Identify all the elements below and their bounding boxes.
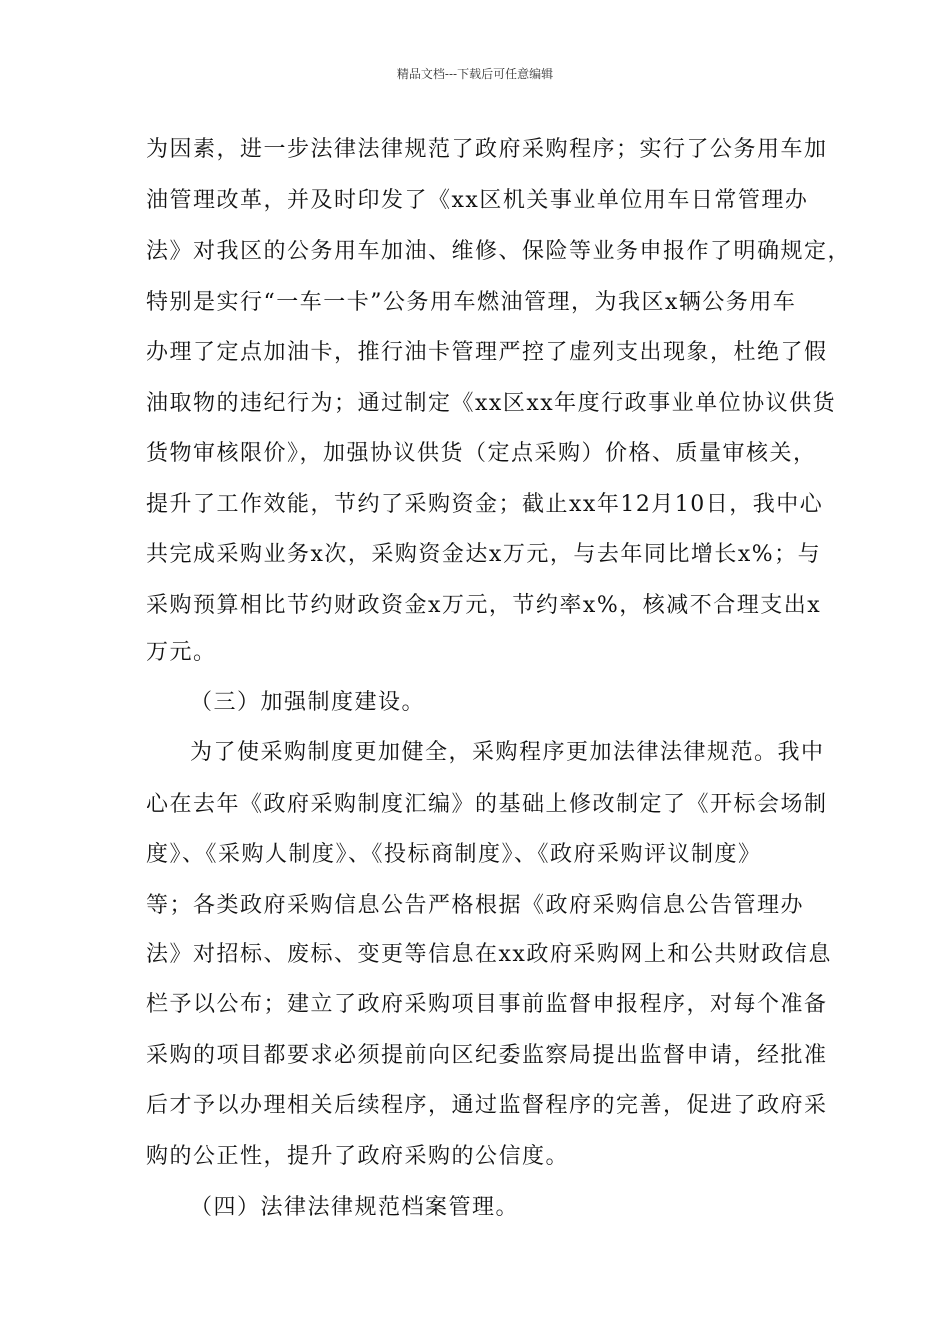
paragraph-line: 办理了定点加油卡，推行油卡管理严控了虚列支出现象，杜绝了假 [146,340,828,365]
paragraph-line: 采购的项目都要求必须提前向区纪委监察局提出监督申请，经批准 [146,1043,828,1068]
paragraph-line: 栏予以公布；建立了政府采购项目事前监督申报程序，对每个准备 [146,992,828,1017]
paragraph-line: 购的公正性，提升了政府采购的公信度。 [146,1144,570,1169]
paragraph-line: 等；各类政府采购信息公告严格根据《政府采购信息公告管理办 [146,893,805,918]
paragraph-line: 油管理改革，并及时印发了《xx区机关事业单位用车日常管理办 [146,188,809,213]
paragraph-line: 度》、《采购人制度》、《投标商制度》、《政府采购评议制度》 [146,842,762,867]
paragraph-line: 万元。 [146,640,217,665]
paragraph-line: 法》对我区的公务用车加油、维修、保险等业务申报作了明确规定， [146,239,852,264]
paragraph-line: 为了使采购制度更加健全，采购程序更加法律法律规范。我中 [190,740,825,765]
paragraph-line: 心在去年《政府采购制度汇编》的基础上修改制定了《开标会场制 [146,792,828,817]
paragraph-line: 为因素，进一步法律法律规范了政府采购程序；实行了公务用车加 [146,137,828,162]
paragraph-line: 法》对招标、废标、变更等信息在xx政府采购网上和公共财政信息 [146,942,832,967]
paragraph-line: 提升了工作效能，节约了采购资金；截止xx年12月10日，我中心 [146,492,824,517]
section-heading: （四）法律法律规范档案管理。 [190,1195,520,1220]
paragraph-line: 后才予以办理相关后续程序，通过监督程序的完善，促进了政府采 [146,1093,828,1118]
page-header: 精品文档---下载后可任意编辑 [396,67,554,81]
section-heading: （三）加强制度建设。 [190,690,426,715]
paragraph-line: 特别是实行“一车一卡”公务用车燃油管理，为我区x辆公务用车 [146,290,797,315]
paragraph-line: 共完成采购业务x次，采购资金达x万元，与去年同比增长x%；与 [146,542,822,567]
paragraph-line: 货物审核限价》，加强协议供货（定点采购）价格、质量审核关， [146,441,817,466]
paragraph-line: 油取物的违纪行为；通过制定《xx区xx年度行政事业单位协议供货 [146,391,837,416]
paragraph-line: 采购预算相比节约财政资金x万元，节约率x%，核减不合理支出x [146,593,822,618]
